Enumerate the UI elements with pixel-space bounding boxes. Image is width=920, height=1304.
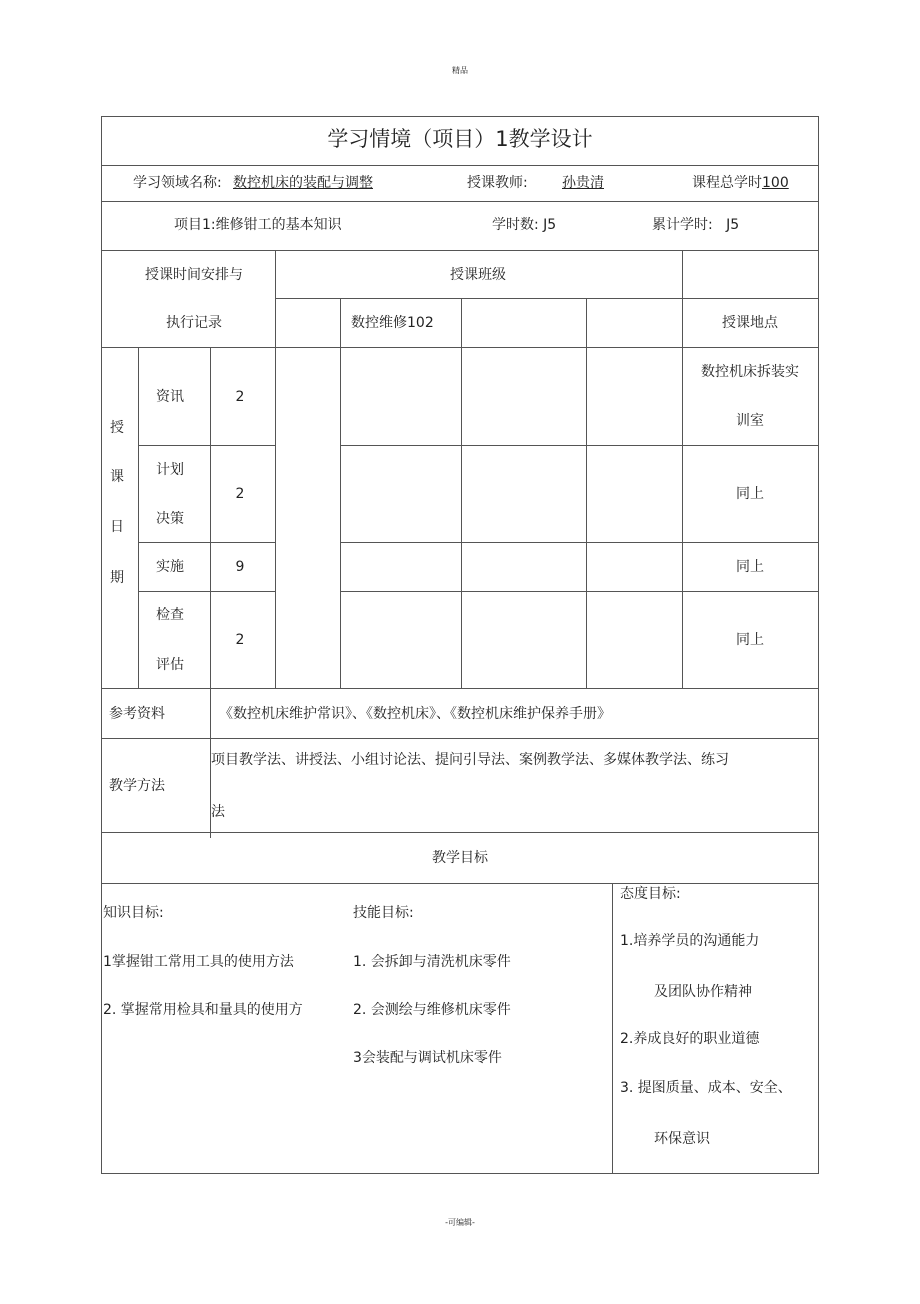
knowledge-item: 1掌握钳工常用工具的使用方法 xyxy=(103,954,294,970)
knowledge-item: 2. 掌握常用检具和量具的使用方 xyxy=(103,1002,303,1018)
phase-name: 资讯 xyxy=(156,389,184,405)
skills-item: 1. 会拆卸与清洗机床零件 xyxy=(353,954,511,970)
total-hours xyxy=(692,176,789,190)
phase-hours: 9 xyxy=(235,559,245,575)
header-mark: 精品 xyxy=(452,66,468,75)
attitude-title: 态度目标: xyxy=(620,886,681,902)
phase-location: 训室 xyxy=(736,413,764,429)
dates-label-char: 授 xyxy=(110,420,124,436)
footer-mark: -可编辑- xyxy=(445,1218,475,1227)
phase-location: 同上 xyxy=(736,559,764,575)
teacher-value: 孙贵清 xyxy=(562,175,604,191)
phase-name: 计划 xyxy=(156,462,184,478)
cumulative-hours: 累计学时: J5 xyxy=(652,217,740,233)
project-hours: 学时数: J5 xyxy=(492,217,557,233)
phase-name: 决策 xyxy=(156,511,184,527)
domain-value: 数控机床的装配与调整 xyxy=(233,175,373,191)
phase-hours: 2 xyxy=(235,632,245,648)
teacher-label: 授课教师: xyxy=(467,175,528,191)
schedule-label-line1: 授课时间安排与 xyxy=(145,267,243,283)
methods-label: 教学方法 xyxy=(109,778,165,794)
attitude-line: 及团队协作精神 xyxy=(654,984,752,1000)
attitude-line: 2.养成良好的职业道德 xyxy=(620,1031,760,1047)
references-label: 参考资料 xyxy=(109,706,165,722)
attitude-line: 1.培养学员的沟通能力 xyxy=(620,933,760,949)
domain-label: 学习领域名称: xyxy=(133,175,222,191)
dates-label-char: 课 xyxy=(110,469,124,485)
page-title: 学习情境（项目）1教学设计 xyxy=(327,127,593,151)
phase-location: 同上 xyxy=(736,486,764,502)
knowledge-title: 知识目标: xyxy=(103,905,164,921)
methods-line2: 法 xyxy=(211,804,225,820)
phase-hours: 2 xyxy=(235,389,245,405)
objectives-header: 教学目标 xyxy=(432,850,488,866)
phase-name: 评估 xyxy=(156,657,184,673)
schedule-label-line2: 执行记录 xyxy=(166,315,222,331)
phase-location: 同上 xyxy=(736,632,764,648)
attitude-line: 3. 提图质量、成本、安全、 xyxy=(620,1080,792,1096)
skills-item: 3会装配与调试机床零件 xyxy=(353,1050,502,1066)
phase-location: 数控机床拆装实 xyxy=(701,364,799,380)
class-header: 授课班级 xyxy=(450,267,506,283)
methods-line1: 项目教学法、讲授法、小组讨论法、提问引导法、案例教学法、多媒体教学法、练习 xyxy=(211,752,729,768)
total-hours-label: 课程总学时 xyxy=(692,175,762,191)
phase-hours: 2 xyxy=(235,486,245,502)
total-hours-value: 100 xyxy=(762,175,789,191)
skills-item: 2. 会测绘与维修机床零件 xyxy=(353,1002,511,1018)
dates-label-char: 日 xyxy=(110,519,124,535)
references-value: 《数控机床维护常识》、《数控机床》、《数控机床维护保养手册》 xyxy=(219,706,611,722)
skills-title: 技能目标: xyxy=(353,905,414,921)
class-name: 数控维修102 xyxy=(351,315,434,331)
attitude-line: 环保意识 xyxy=(654,1131,710,1147)
location-header: 授课地点 xyxy=(722,315,778,331)
phase-name: 检查 xyxy=(156,607,184,623)
dates-label-char: 期 xyxy=(110,570,124,586)
project-name: 项目1:维修钳工的基本知识 xyxy=(174,217,342,233)
phase-name: 实施 xyxy=(156,559,184,575)
